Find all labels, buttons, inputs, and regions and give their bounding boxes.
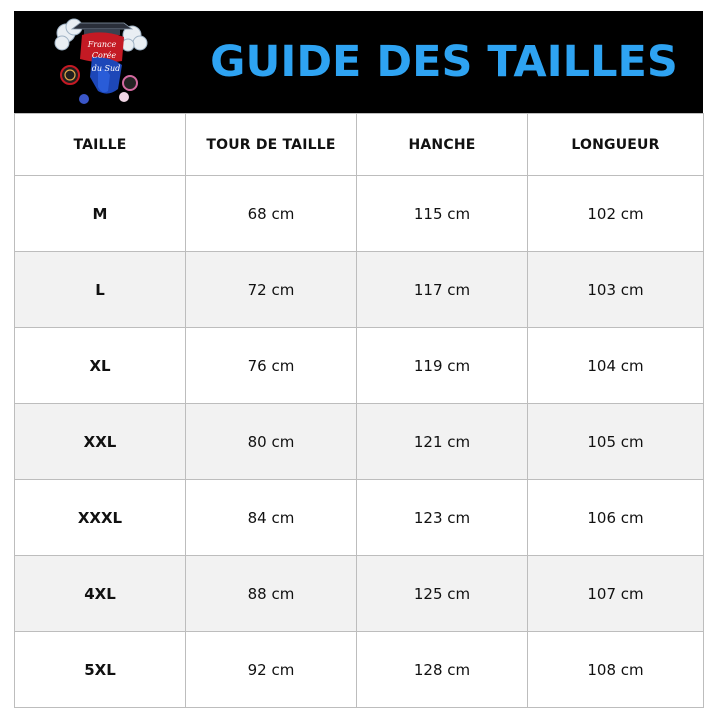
logo-text-1: France	[87, 40, 117, 49]
size-cell: XL	[15, 328, 186, 404]
length-cell: 105 cm	[528, 404, 704, 480]
size-cell: XXL	[15, 404, 186, 480]
table-row	[15, 480, 704, 556]
length-cell: 103 cm	[528, 252, 704, 328]
column-header-length: LONGUEUR	[528, 114, 704, 176]
size-cell: 5XL	[15, 632, 186, 708]
hip-cell: 117 cm	[357, 252, 528, 328]
waist-cell: 92 cm	[186, 632, 357, 708]
length-cell: 107 cm	[528, 556, 704, 632]
length-cell: 108 cm	[528, 632, 704, 708]
table-row	[15, 556, 704, 632]
waist-cell: 72 cm	[186, 252, 357, 328]
table-row	[15, 404, 704, 480]
hip-cell: 115 cm	[357, 176, 528, 252]
length-cell: 106 cm	[528, 480, 704, 556]
hip-cell: 119 cm	[357, 328, 528, 404]
logo-text-3: du Sud	[91, 64, 121, 73]
size-cell: L	[15, 252, 186, 328]
table-row	[15, 632, 704, 708]
column-header-waist: TOUR DE TAILLE	[186, 114, 357, 176]
size-guide-table	[14, 113, 704, 708]
waist-cell: 80 cm	[186, 404, 357, 480]
logo-text-2: Corée	[91, 51, 117, 60]
size-cell: M	[15, 176, 186, 252]
hip-cell: 123 cm	[357, 480, 528, 556]
brand-logo	[52, 13, 152, 111]
header-banner	[14, 11, 703, 113]
size-cell: 4XL	[15, 556, 186, 632]
length-cell: 104 cm	[528, 328, 704, 404]
hip-cell: 125 cm	[357, 556, 528, 632]
hip-cell: 128 cm	[357, 632, 528, 708]
column-header-hip: HANCHE	[357, 114, 528, 176]
table-row	[15, 328, 704, 404]
length-cell: 102 cm	[528, 176, 704, 252]
waist-cell: 76 cm	[186, 328, 357, 404]
hip-cell: 121 cm	[357, 404, 528, 480]
brand-logo-graphic	[52, 13, 152, 111]
table-row	[15, 176, 704, 252]
size-cell: XXXL	[15, 480, 186, 556]
waist-cell: 84 cm	[186, 480, 357, 556]
table-header-row	[15, 114, 704, 176]
page-title: GUIDE DES TAILLES	[210, 37, 678, 87]
column-header-size: TAILLE	[15, 114, 186, 176]
waist-cell: 88 cm	[186, 556, 357, 632]
table-row	[15, 252, 704, 328]
waist-cell: 68 cm	[186, 176, 357, 252]
